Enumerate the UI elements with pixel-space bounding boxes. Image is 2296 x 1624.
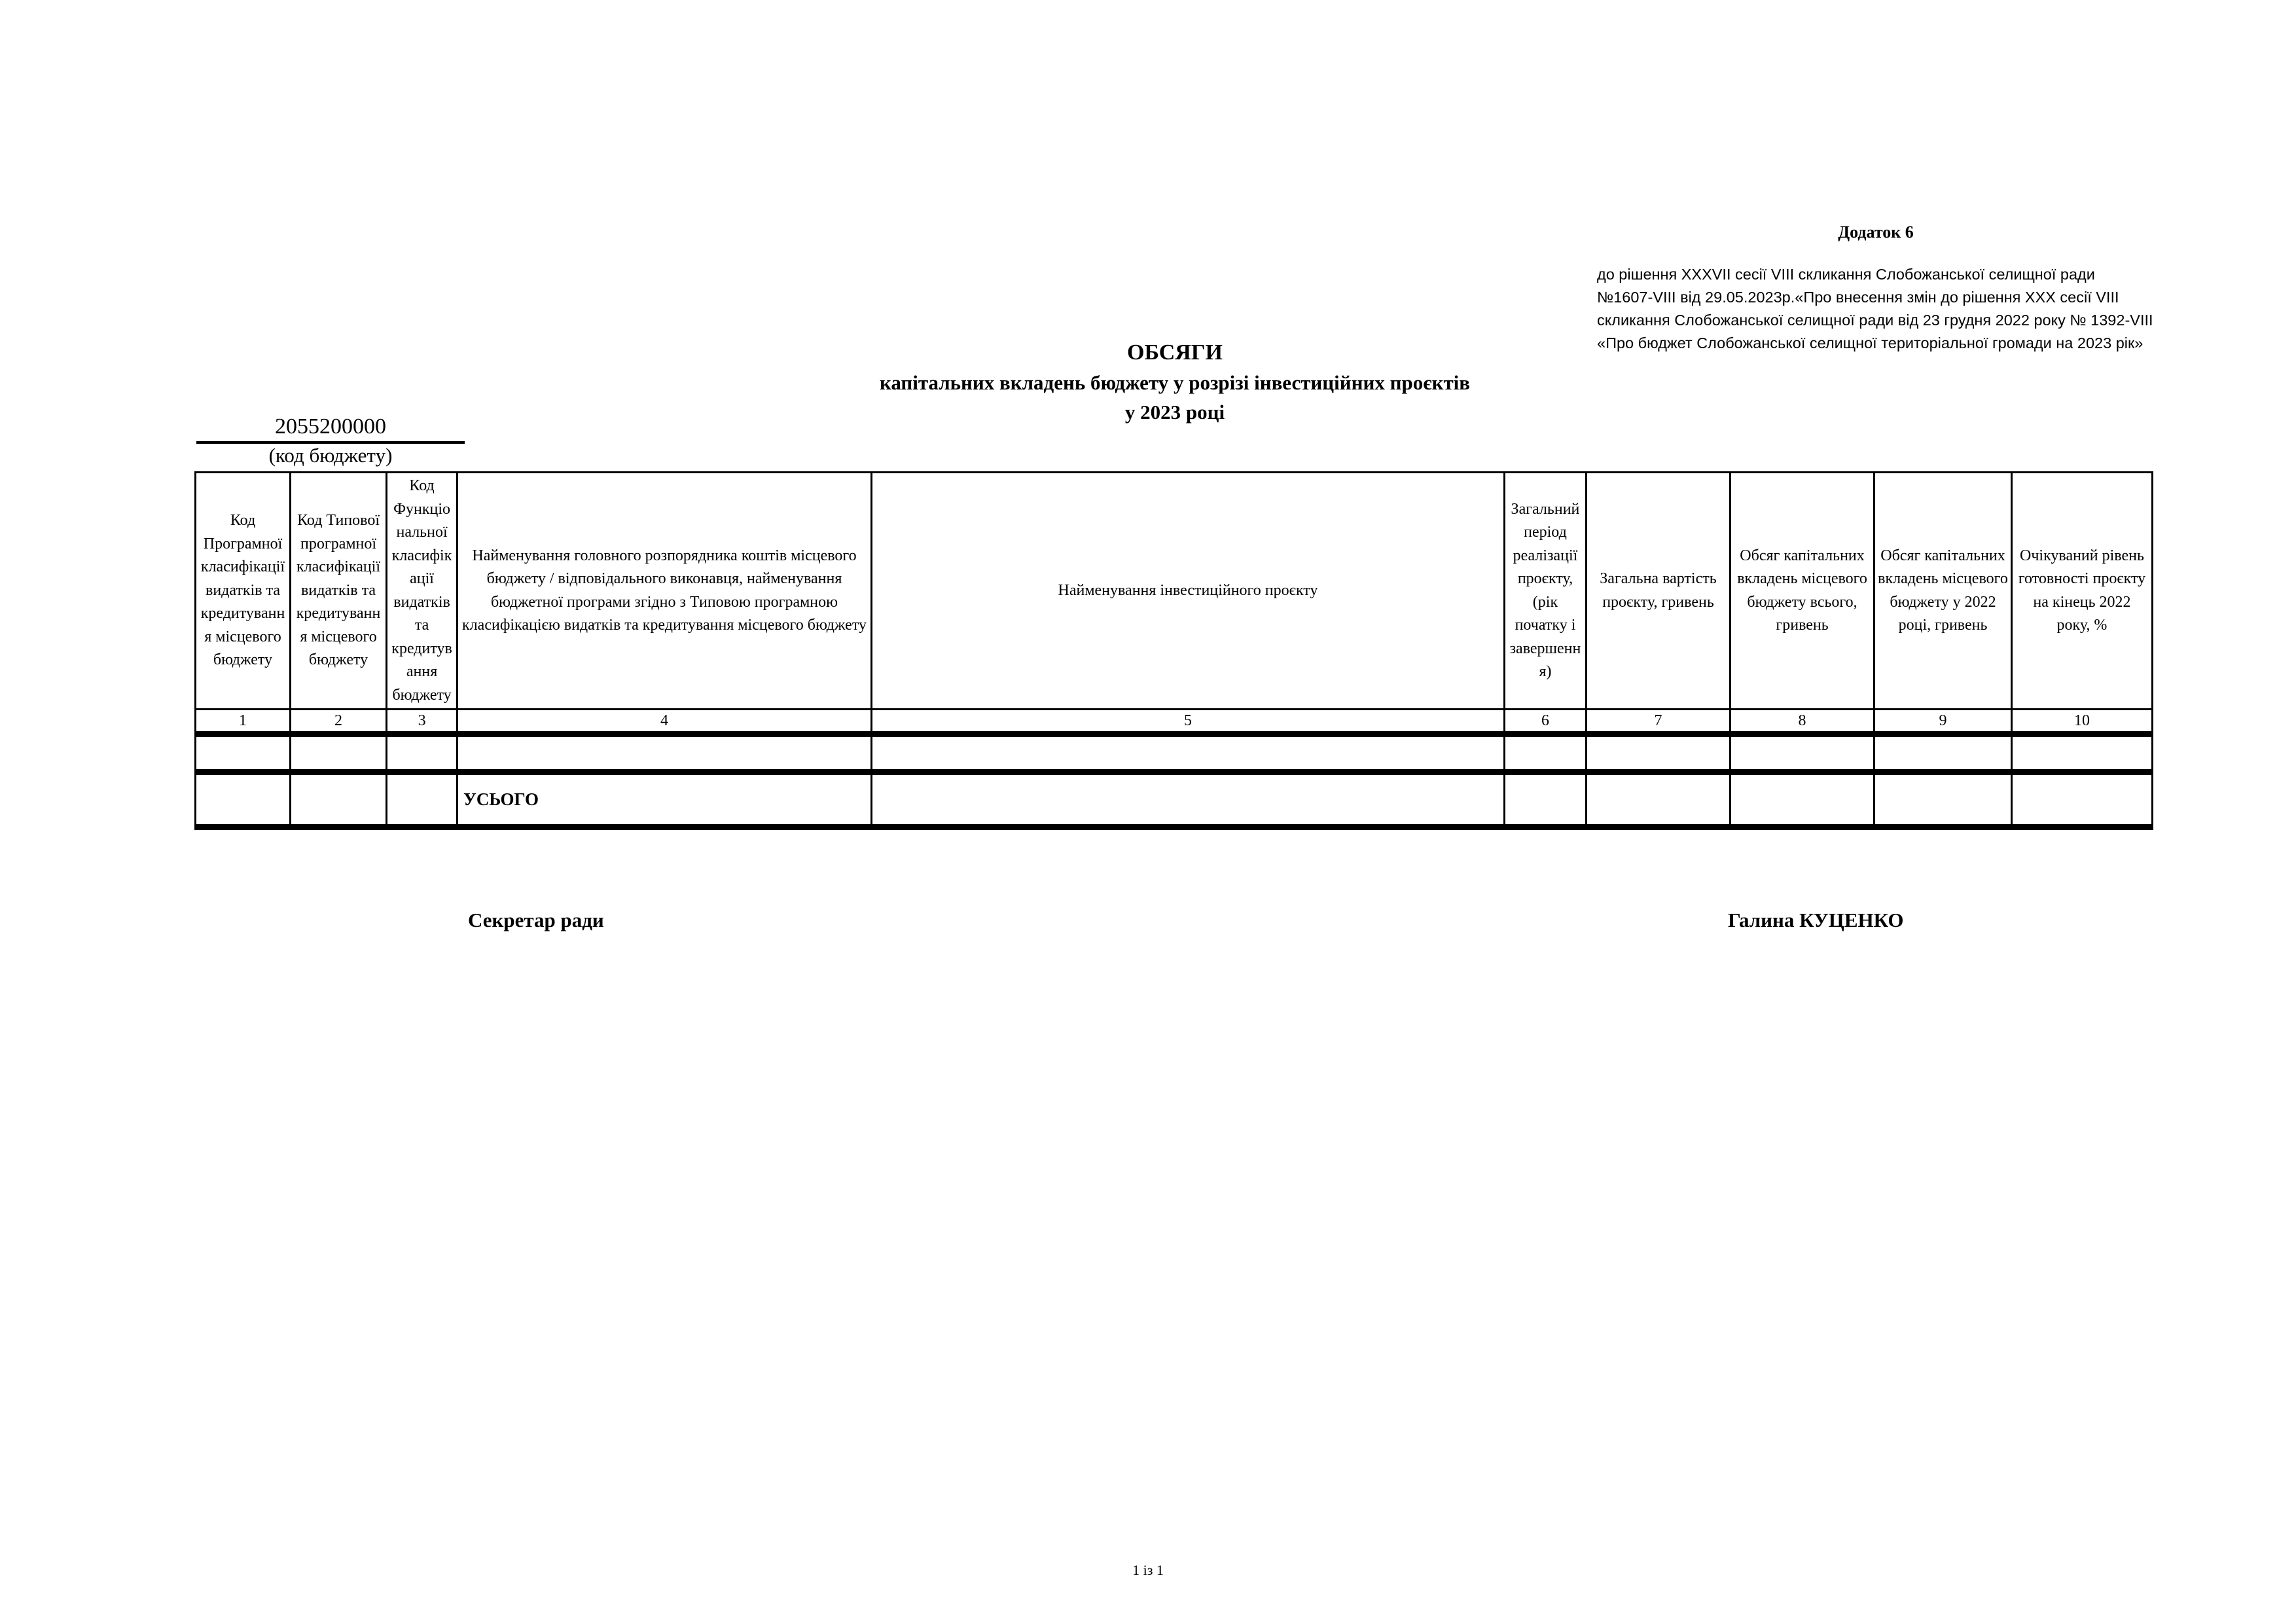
signature-role: Секретар ради [468,909,604,931]
empty-cell [291,772,387,827]
empty-cell [1586,772,1730,827]
empty-cell [457,734,872,772]
empty-cell [196,734,291,772]
column-number-9: 9 [1874,710,2012,734]
header-cell-typical-program-code: Код Типової програмної класифікації видатків та кредитування місцевого бюджету [291,473,387,710]
column-number-3: 3 [387,710,457,734]
empty-cell [1731,772,1874,827]
header-cell-functional-code: Код Функціональної класифікації видатків та кредитування бюджету [387,473,457,710]
empty-cell [1874,772,2012,827]
empty-cell [387,734,457,772]
empty-cell [291,734,387,772]
column-number-4: 4 [457,710,872,734]
document-title [196,338,2153,427]
column-number-2: 2 [291,710,387,734]
title-line-1: ОБСЯГИ [1127,340,1223,365]
empty-cell [872,734,1505,772]
budget-code-block [196,414,465,467]
header-cell-main-spender-name: Найменування головного розпорядника коштів місцевого бюджету / відповідального виконавця, найменування бюджетної програми згідно з Типовою програмною класифікацією видатків та кредитування місцевого бюджету [457,473,872,710]
empty-cell [1504,734,1586,772]
budget-code: 2055200000 [196,414,465,444]
empty-cell [1504,772,1586,827]
header-cell-capital-2022: Обсяг капітальних вкладень місцевого бюджету у 2022 році, гривень [1874,473,2012,710]
total-label-cell: УСЬОГО [457,772,872,827]
empty-cell [196,772,291,827]
header-cell-capital-total: Обсяг капітальних вкладень місцевого бюджету всього, гривень [1731,473,1874,710]
empty-cell [2011,734,2152,772]
empty-cell [872,772,1505,827]
header-cell-investment-project-name: Найменування інвестиційного проєкту [872,473,1505,710]
column-number-8: 8 [1731,710,1874,734]
signature-name: Галина КУЦЕНКО [1728,909,1904,931]
table-header-row [196,473,2153,710]
header-cell-realization-period: Загальний період реалізації проєкту, (рік початку і завершення) [1504,473,1586,710]
page-number: 1 із 1 [1132,1562,1164,1578]
column-number-7: 7 [1586,710,1730,734]
appendix-label: Додаток 6 [1838,223,1914,242]
appendix-block [1597,223,2155,355]
header-cell-readiness-level: Очікуваний рівень готовності проєкту на кінець 2022 року, % [2011,473,2152,710]
empty-cell [1874,734,2012,772]
column-number-5: 5 [872,710,1505,734]
decision-reference: до рішення XXXVII сесії VIII скликання Слобожанської селищної ради №1607-VIII від 29.05.2023р.«Про внесення змін до рішення XXX сесії VIII скликання Слобожанської селищної ради від 23 грудня 2022 року № 1392-VIII «Про бюджет Слобожанської селищної територіальної громади на 2023 рік» [1597,266,2153,352]
empty-data-row [196,734,2153,772]
empty-cell [1731,734,1874,772]
title-line-2: капітальних вкладень бюджету у розрізі інвестиційних проєктів [879,371,1471,394]
total-row [196,772,2153,827]
column-number-6: 6 [1504,710,1586,734]
header-cell-program-code: Код Програмної класифікації видатків та кредитування місцевого бюджету [196,473,291,710]
column-number-row [196,710,2153,734]
empty-cell [1586,734,1730,772]
empty-cell [2011,772,2152,827]
budget-code-label: (код бюджету) [268,444,393,467]
capital-investments-table [194,471,2153,830]
column-number-10: 10 [2011,710,2152,734]
title-line-3: у 2023 році [1124,401,1225,424]
header-cell-total-project-cost: Загальна вартість проєкту, гривень [1586,473,1730,710]
column-number-1: 1 [196,710,291,734]
empty-cell [387,772,457,827]
